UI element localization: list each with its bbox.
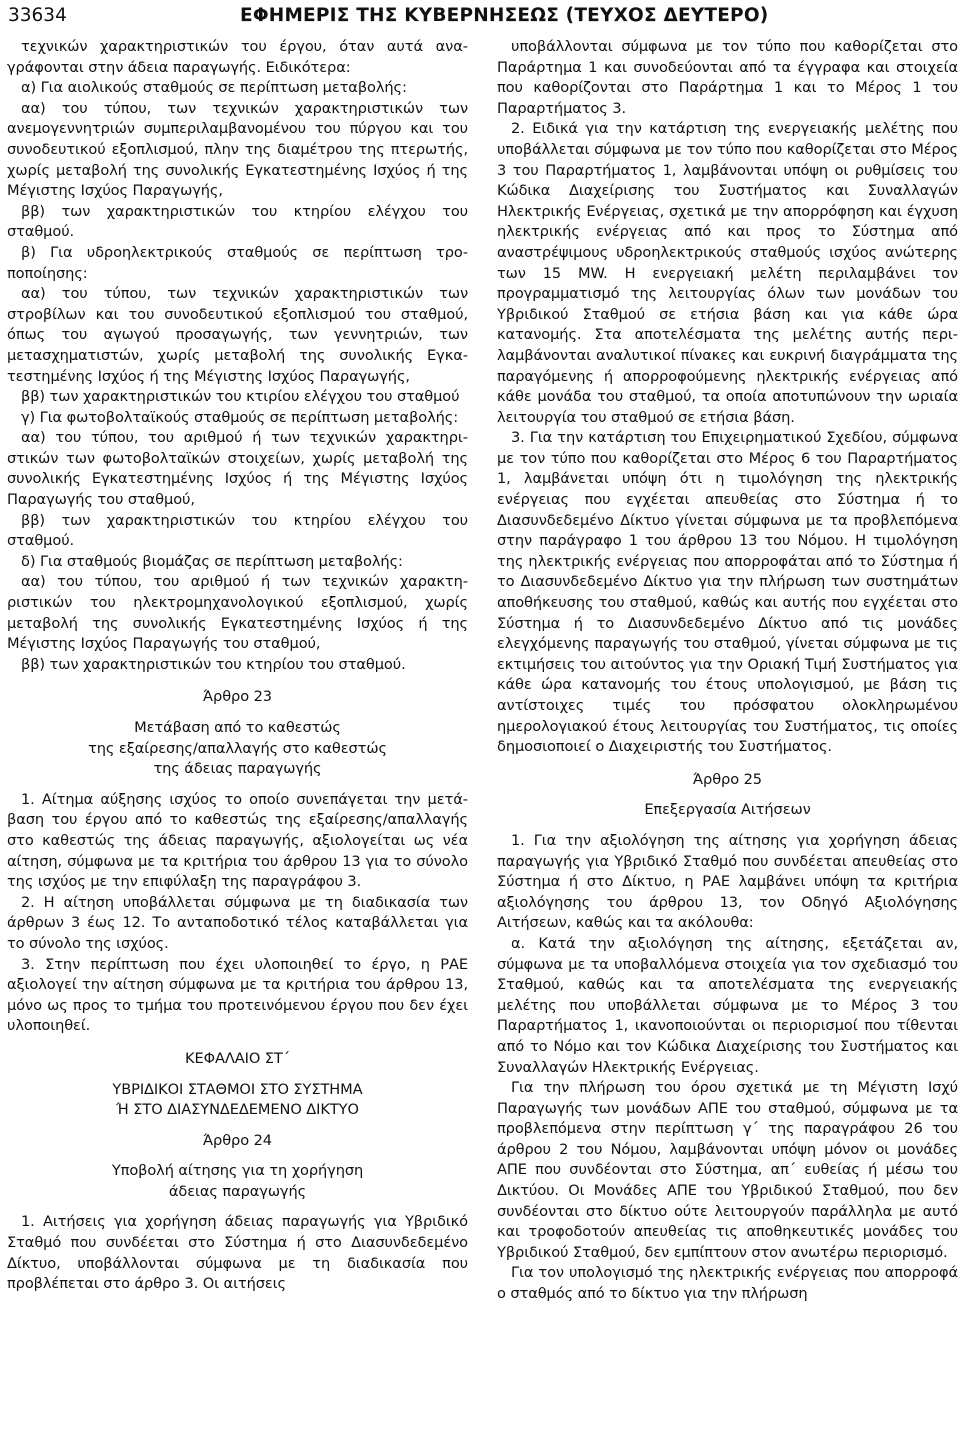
paragraph: αα) του τύπου, των τεχνικών χαρακτηριστικών των ανεμογεννητριών συμπεριλαμβανομένου του πύργου και του συνοδευτικού εξοπλισμού, πλην της διαμέτρου της πτερωτής, χωρίς μεταβολή της συνολικής Εγκατεστημένης Ισχύος ή της Μέγιστης Ισχύος Παραγωγής,: [7, 99, 468, 200]
paragraph: Για τον υπολογισμό της ηλεκτρικής ενέργειας που απορροφά ο σταθμός από το δίκτυο για την πλήρωση: [497, 1264, 958, 1303]
paragraph: 1. Αίτημα αύξησης ισχύος το οποίο συνεπάγεται την μετάβαση του έργου από το καθεστώς της εξαίρεσης/απαλλαγής στο καθεστώς της άδειας παραγωγής, αξιολογείται ως νέα αίτηση, σύμφωνα με τα κριτήρια του άρθρου 13 για το σύνολο της ισχύος με την επιφύλαξη της παραγράφου 3.: [7, 790, 468, 891]
chapter-heading: ΚΕΦΑΛΑΙΟ ΣΤ΄: [185, 1049, 290, 1067]
paragraph: 3. Για την κατάρτιση του Επιχειρηματικού Σχεδίου, σύμφωνα με τον τύπο που καθορίζεται στο Μέρος 6 του Παραρτήματος 1, λαμβάνεται υπόψη ότι η τιμολόγηση της ηλεκτρικής ενέργειας που εγχέεται απευθείας στο Σύστημα ή το Διασυνδεδεμένο Δίκτυο γίνεται σύμφωνα με τα προβλεπόμενα στην παράγραφο 1 του άρθρου 13 του Νόμου. Η τιμολόγηση της ηλεκτρικής ενέργειας που απορροφάται από το Σύστημα ή το Διασυνδεδεμένο Δίκτυο για την πλήρωση των συστημάτων αποθήκευσης του σταθμού, καθώς και αυτής που εγχέεται στο Σύστημα ή το Διασυνδεδεμένο Δίκτυο από τις μονάδες ελεγχόμενης παραγωγής του σταθμού, γίνεται σύμφωνα με τις εκτιμήσεις του αιτούντος για την Οριακή Τιμή Συστήματος για κάθε ώρα κατανομής του έτους υπολογισμού, με βάση τις αντίστοιχες τιμές του πρόσφατου ολοκληρωμένου ημερολογιακού έτους λειτουργίας του Συστήματος, τις οποίες δημοσιοποιεί ο Διαχειριστής του Συστήματος.: [497, 429, 958, 756]
article-24-title: Υποβολή αίτησης για τη χορήγηση: [111, 1162, 364, 1180]
paragraph: αα) του τύπου, των τεχνικών χαρακτηριστικών των στροβίλων και του συνοδευτικού εξοπλισμού του σταθμού, όπως του αγωγού προσαγωγής, των γεννητριών, των μετασχηματιστών, χωρίς μεταβολή της συνολικής Εγκατεστημένης Ισχύος ή της Μέγιστης Ισχύος Παραγωγής,: [7, 285, 468, 385]
paragraph: α) Για αιολικούς σταθμούς σε περίπτωση μεταβολής:: [21, 79, 407, 97]
paragraph: αα) του τύπου, του αριθμού ή των τεχνικών χαρακτηριστικών του ηλεκτρομηχανολογικού εξοπλισμού, χωρίς μεταβολή της συνολικής Εγκατεστημένης Ισχύος ή της Μέγιστης Ισχύος Παραγωγής του σταθμού,: [7, 573, 468, 653]
paragraph: 1. Για την αξιολόγηση της αίτησης για χορήγηση άδειας παραγωγής για Υβριδικό Σταθμό που συνδέεται απευθείας στο Σύστημα ή στο Δίκτυο, η ΡΑΕ λαμβάνει υπόψη τα κριτήρια αξιολόγησης του άρθρου 13, τον Οδηγό Αξιολόγησης Αιτήσεων, καθώς και τα ακόλουθα:: [497, 831, 958, 932]
article-24-heading: Άρθρο 24: [203, 1131, 272, 1149]
paragraph: υποβάλλονται σύμφωνα με τον τύπο που καθορίζεται στο Παράρτημα 1 και συνοδεύονται από τα έγγραφα και στοιχεία που καθορίζονται στο Παράρτημα 1 και το Μέρος 1 του Παραρτήματος 3.: [497, 38, 958, 117]
paragraph: γ) Για φωτοβολταϊκούς σταθμούς σε περίπτωση μεταβολής:: [21, 408, 459, 426]
article-24-title: άδειας παραγωγής: [168, 1182, 307, 1200]
paragraph: 3. Στην περίπτωση που έχει υλοποιηθεί το έργο, η ΡΑΕ αξιολογεί την αίτηση σύμφωνα με τα κριτήρια του άρθρου 13, μόνο ως προς το τμήμα του προτεινόμενου έργου που δεν έχει υλοποιηθεί.: [7, 955, 468, 1035]
paragraph: ββ) των χαρακτηριστικών του κτηρίου του σταθμού.: [21, 655, 406, 673]
paragraph: 2. Ειδικά για την κατάρτιση της ενεργειακής μελέτης που υποβάλλεται σύμφωνα με τον τύπο που καθορίζεται στο Μέρος 3 του Παραρτήματος 1, λαμβάνονται υπόψη οι ρυθμίσεις του Κώδικα Διαχείρισης του Συστήματος και Συναλλαγών Ηλεκτρικής Ενέργειας, σχετικά με την απορρόφηση και έγχυση ηλεκτρικής ενέργειας από και προς το Σύστημα από αναστρέψιμους υδροηλεκτρικούς σταθμούς ισχύος ανώτερης των 15 MW. Η ενεργειακή μελέτη περιλαμβάνει τον προγραμματισμό της λειτουργίας όλων των μονάδων του Υβριδικού Σταθμού σε ετήσια βάση και για κάθε ώρα κατανομής. Στα αποτελέσματα της μελέτης αυτής περιλαμβάνονται αναλυτικοί πίνακες και ευκρινή διαγράμματα της παραγόμενης ή απορροφούμενης ηλεκτρικής ενέργειας από κάθε μονάδα του σταθμού, τα οποία αποτυπώνουν την ωριαία λειτουργία του σταθμού σε ετήσια βάση.: [497, 120, 958, 426]
article-23-title: Μετάβαση από το καθεστώς: [134, 719, 341, 736]
paragraph: ββ) των χαρακτηριστικών του κτηρίου ελέγχου του σταθμού.: [7, 511, 468, 550]
paragraph: β) Για υδροηλεκτρικούς σταθμούς σε περίπτωση τροποποίησης:: [7, 243, 468, 282]
paragraph: ββ) των χαρακτηριστικών του κτηρίου ελέγχου του σταθμού.: [7, 202, 468, 241]
article-25-heading: Άρθρο 25: [693, 770, 762, 788]
paragraph: 2. Η αίτηση υποβάλλεται σύμφωνα με τη διαδικασία των άρθρων 3 έως 12. Το ανταποδοτικό τέλος καταβάλλεται για το σύνολο της ισχύος.: [7, 893, 468, 952]
article-23-heading: Άρθρο 23: [203, 688, 272, 706]
page-number: 33634: [8, 5, 67, 26]
page-header: [8, 4, 952, 30]
paragraph: τεχνικών χαρακτηριστικών του έργου, όταν αυτά αναγράφονται στην άδεια παραγωγής. Ειδικότερα:: [7, 38, 468, 76]
right-column: [497, 37, 958, 1305]
chapter-title: Ή ΣΤΟ ΔΙΑΣΥΝΔΕΔΕΜΕΝΟ ΔΙΚΤΥΟ: [116, 1101, 359, 1119]
paragraph: Για την πλήρωση του όρου σχετικά με τη Μέγιστη Ισχύ Παραγωγής των μονάδων ΑΠΕ του σταθμού, σύμφωνα με τα προβλεπόμενα στην περίπτωση γ΄ της παραγράφου 26 του άρθρου 2 του Νόμου, λαμβάνονται υπόψη μόνον οι μονάδες ΑΠΕ που συνδέονται στο Σύστημα, απ΄ ευθείας ή μέσω του Δικτύου. Οι Μονάδες ΑΠΕ του Υβριδικού Σταθμού, που δεν συνδέονται στο δίκτυο ούτε λειτουργούν παράλληλα με αυτό και τροφοδοτούν απευθείας τις αποθηκευτικές μονάδες του Υβριδικού Σταθμού, δεν εμπίπτουν στον ανωτέρω περιορισμό.: [497, 1079, 958, 1261]
article-23-title: της εξαίρεσης/απαλλαγής στο καθεστώς: [88, 739, 387, 757]
running-title: ΕΦΗΜΕΡΙΣ ΤΗΣ ΚΥΒΕΡΝΗΣΕΩΣ (ΤΕΥΧΟΣ ΔΕΥΤΕΡΟ): [240, 5, 769, 26]
chapter-title: ΥΒΡΙΔΙΚΟΙ ΣΤΑΘΜΟΙ ΣΤΟ ΣΥΣΤΗΜΑ: [112, 1080, 363, 1098]
paragraph: α. Κατά την αξιολόγηση της αίτησης, εξετάζεται αν, σύμφωνα με τα υποβαλλόμενα στοιχεία για τον σχεδιασμό του Σταθμού, καθώς και τα αποτελέσματα της ενεργειακής μελέτης που υποβάλλεται σύμφωνα με το Μέρος 3 του Παραρτήματος 1, ικανοποιούνται οι περιορισμοί που τίθενται από το Νόμο και τον Κώδικα Διαχείρισης του Συστήματος και Συναλλαγών Ηλεκτρικής Ενέργειας.: [497, 934, 958, 1076]
left-column: [7, 37, 468, 1295]
paragraph: αα) του τύπου, του αριθμού ή των τεχνικών χαρακτηριστικών των φωτοβολταϊκών στοιχείων, χωρίς μεταβολή της συνολικής Εγκατεστημένης Ισχύος ή της Μέγιστης Ισχύος Παραγωγής του σταθμού,: [7, 429, 468, 509]
article-25-title: Επεξεργασία Αιτήσεων: [644, 801, 811, 819]
paragraph: 1. Αιτήσεις για χορήγηση άδειας παραγωγής για Υβριδικό Σταθμό που συνδέεται στο Σύστημα ή στο Διασυνδεδεμένο Δίκτυο, υποβάλλονται σύμφωνα με τη διαδικασία που προβλέπεται στο άρθρο 3. Οι αιτήσεις: [7, 1213, 468, 1293]
paragraph: ββ) των χαρακτηριστικών του κτιρίου ελέγχου του σταθμού: [21, 388, 460, 406]
paragraph: δ) Για σταθμούς βιομάζας σε περίπτωση μεταβολής:: [21, 552, 403, 570]
article-23-title: της άδειας παραγωγής: [153, 760, 322, 778]
